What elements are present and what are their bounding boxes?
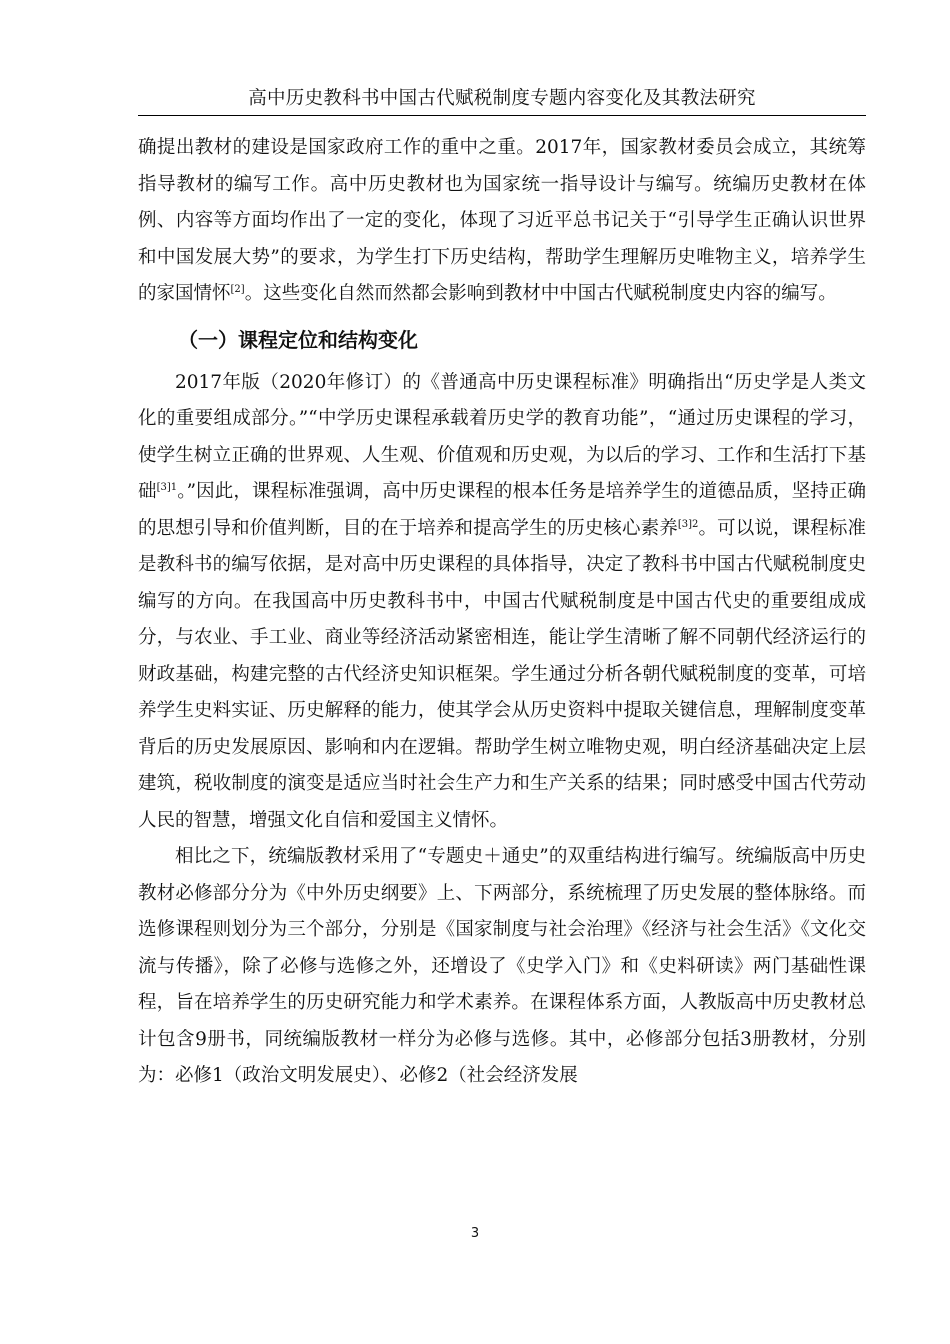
section-heading: （一）课程定位和结构变化 [178,327,418,352]
text: 。”因此，课程标准强调，高中历史课程的根本任务是培养学生的道德品质，坚持正确的思想引导和价值判断，目的在于培养和提高学生的历史核心素养 [138,481,866,539]
citation: [2] [230,284,245,295]
paragraph-continued [138,130,866,313]
text: 。这些变化自然而然都会影响到教材中中国古代赋税制度史内容的编写。 [244,283,837,304]
running-header: 高中历史教科书中国古代赋税制度专题内容变化及其教法研究 [248,88,756,109]
text: 2017年版（2020年修订）的《普通高中历史课程标准》明确指出“历史学是人类文化的重要组成部分。”“中学历史课程承载着历史学的教育功能”，“通过历史课程的学习，使学生树立正确的世界观、人生观、价值观和历史观，为以后的学习、工作和生活打下基础 [138,371,866,502]
header-rule [138,115,866,116]
page-body [138,130,866,1095]
text: 。可以说，课程标准是教科书的编写依据，是对高中历史课程的具体指导，决定了教科书中国古代赋税制度史编写的方向。在我国高中历史教科书中，中国古代赋税制度是中国古代史的重要组成成分，与农业、手工业、商业等经济活动紧密相连，能让学生清晰了解不同朝代经济运行的财政基础，构建完整的古代经济史知识框架。学生通过分析各朝代赋税制度的变革，可培养学生史料实证、历史解释的能力，使其学会从历史资料中提取关键信息，理解制度变革背后的历史发展原因、影响和内在逻辑。帮助学生树立唯物史观，明白经济基础决定上层建筑，税收制度的演变是适应当时社会生产力和生产关系的结果；同时感受中国古代劳动人民的智慧，增强文化自信和爱国主义情怀。 [138,517,866,831]
citation: [3]1 [156,482,178,493]
text: 确提出教材的建设是国家政府工作的重中之重。2017年，国家教材委员会成立，其统筹指导教材的编写工作。高中历史教材也为国家统一指导设计与编写。统编历史教材在体例、内容等方面均作出了一定的变化，体现了习近平总书记关于“引导学生正确认识世界和中国发展大势”的要求，为学生打下历史结构，帮助学生理解历史唯物主义，培养学生的家国情怀 [138,137,866,304]
paragraph-textbook-structure: 相比之下，统编版教材采用了“专题史＋通史”的双重结构进行编写。统编版高中历史教材必修部分分为《中外历史纲要》上、下两部分，系统梳理了历史发展的整体脉络。而选修课程则划分为三个部分，分别是《国家制度与社会治理》《经济与社会生活》《文化交流与传播》，除了必修与选修之外，还增设了《史学入门》和《史料研读》两门基础性课程，旨在培养学生的历史研究能力和学术素养。在课程体系方面，人教版高中历史教材总计包含9册书，同统编版教材一样分为必修与选修。其中，必修部分包括3册教材，分别为：必修1（政治文明发展史）、必修2（社会经济发展 [138,846,866,1086]
citation: [3]2 [677,518,699,530]
page-number: 3 [470,1226,480,1241]
paragraph-curriculum-standard [138,365,866,840]
